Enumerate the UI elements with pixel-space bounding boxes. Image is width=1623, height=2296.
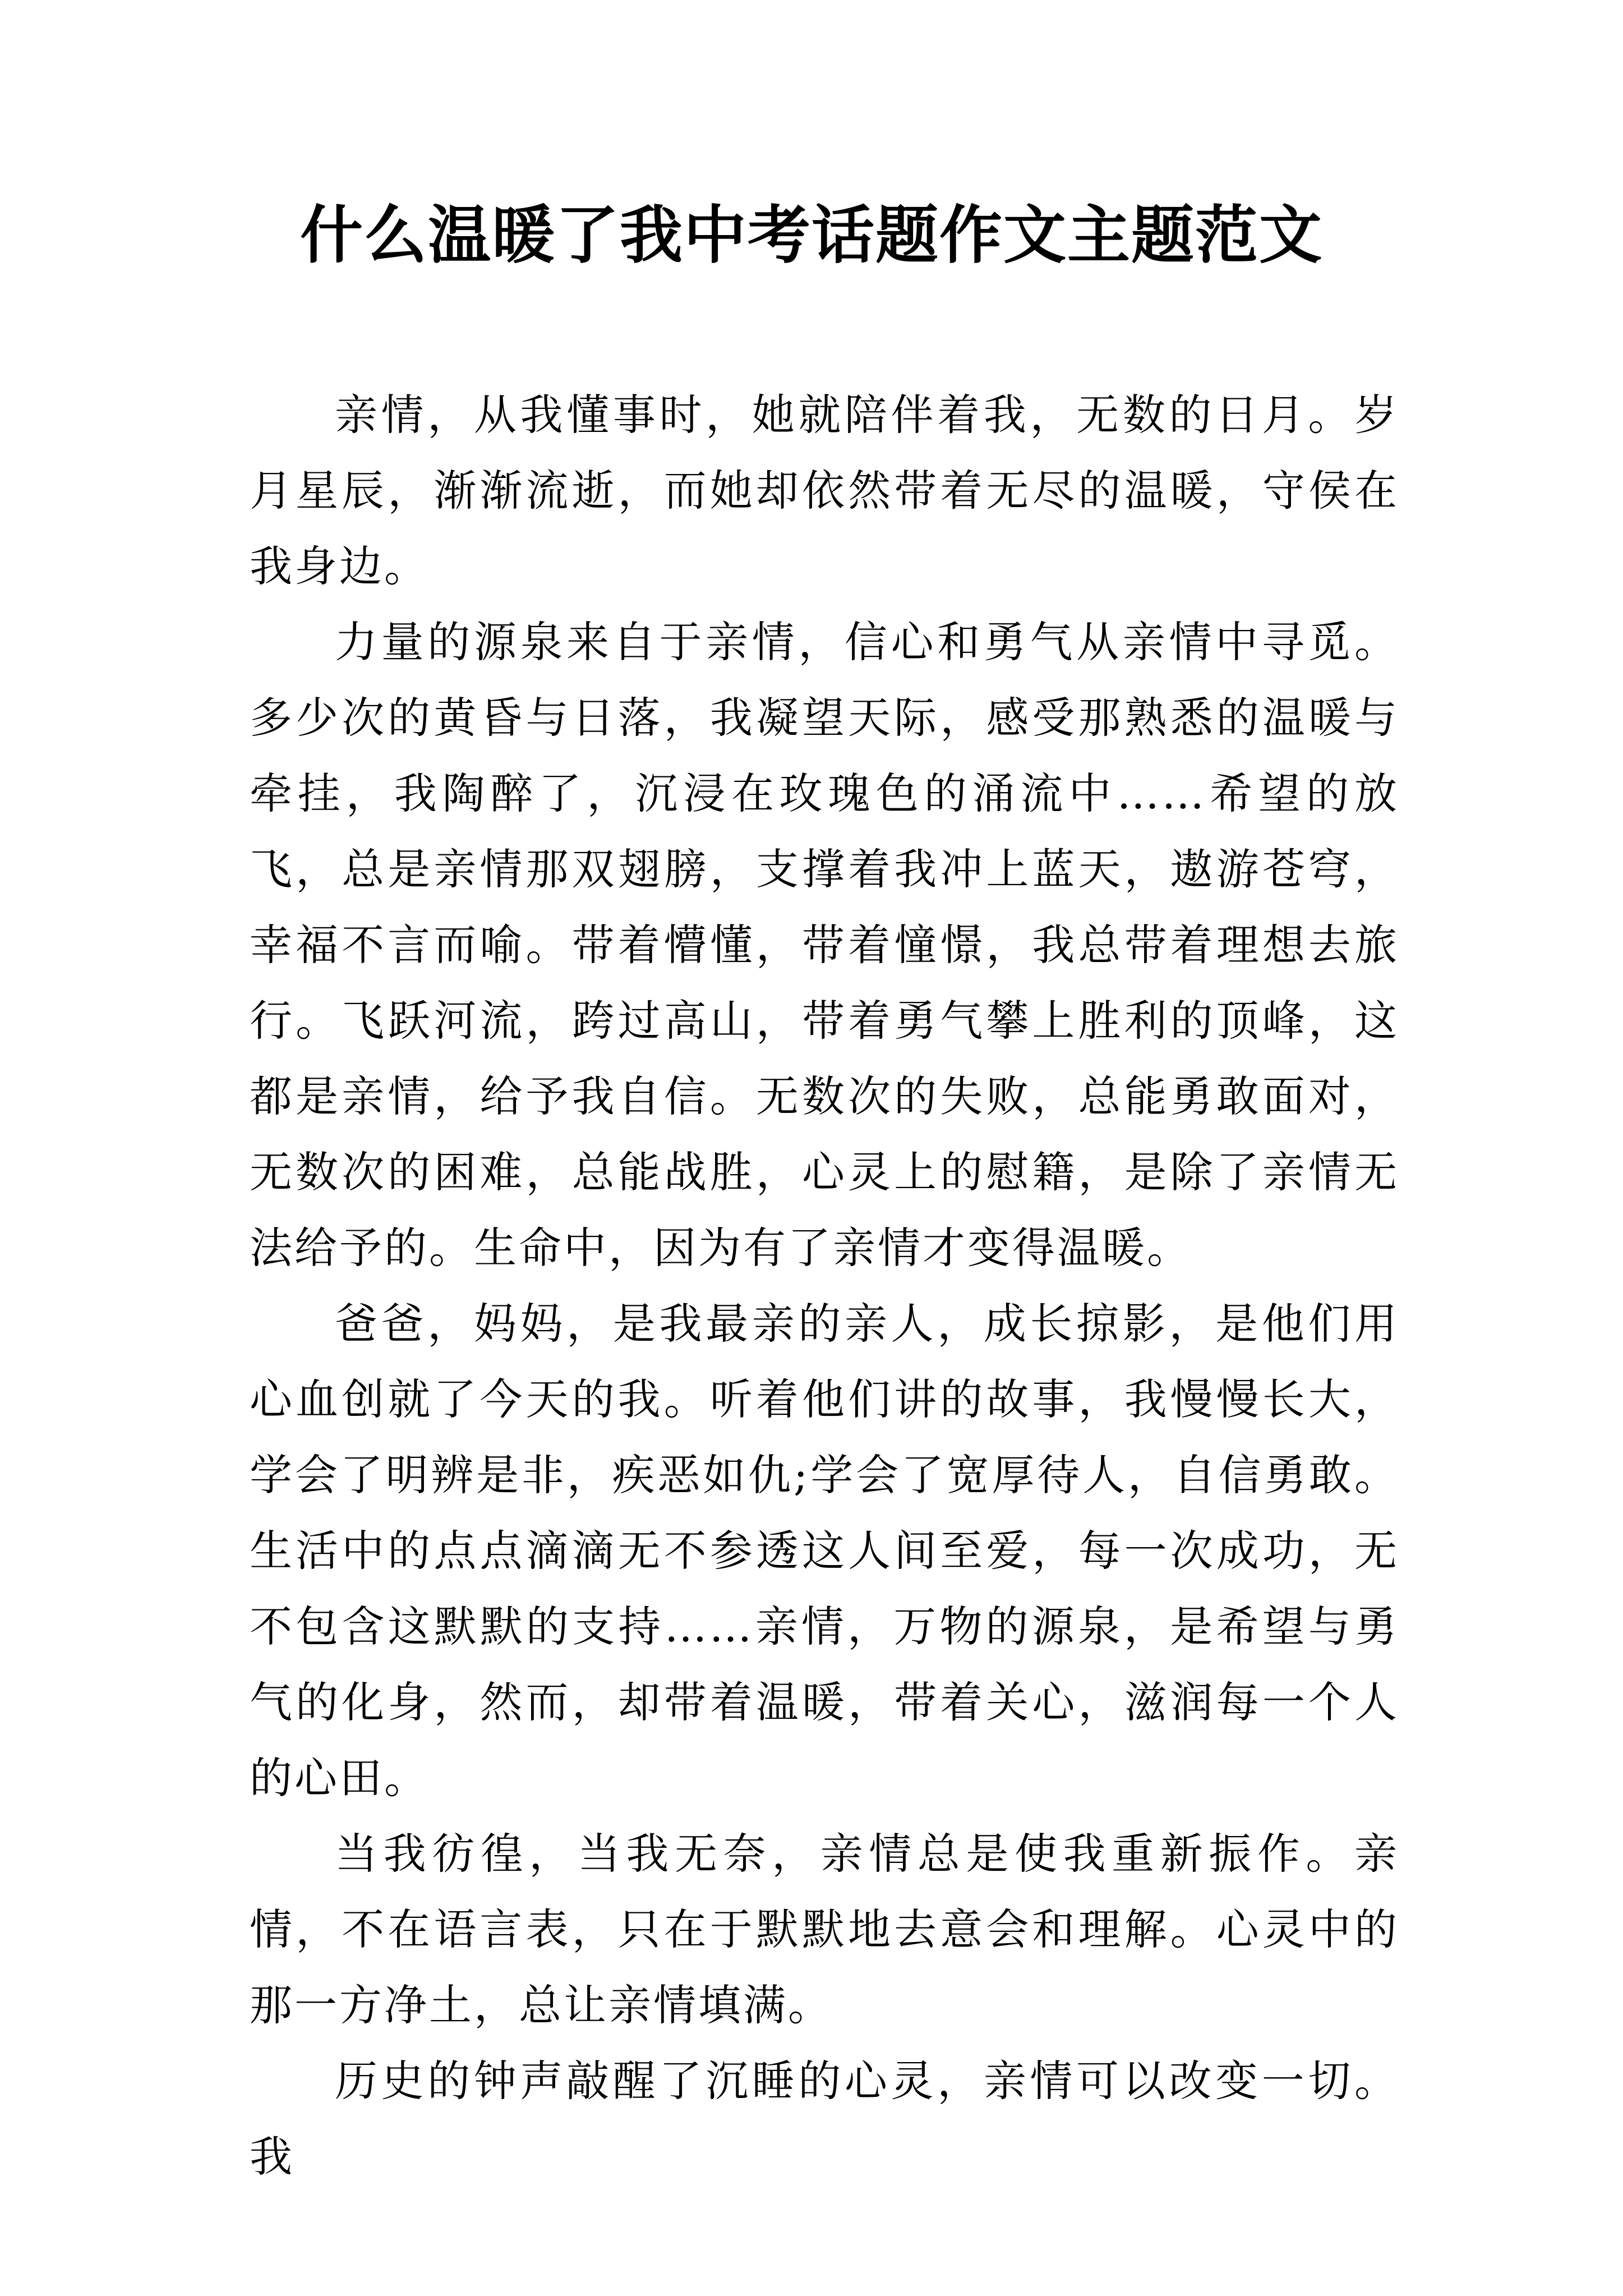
paragraph: 力量的源泉来自于亲情，信心和勇气从亲情中寻觅。多少次的黄昏与日落，我凝望天际，感受那熟悉的温暖与牵挂，我陶醉了，沉浸在玫瑰色的涌流中……希望的放飞，总是亲情那双翅膀，支撑着我冲上蓝天，遨游苍穹，幸福不言而喻。带着懵懂，带着憧憬，我总带着理想去旅行。飞跃河流，跨过高山，带着勇气攀上胜利的顶峰，这都是亲情，给予我自信。无数次的失败，总能勇敢面对，无数次的困难，总能战胜，心灵上的慰籍，是除了亲情无法给予的。生命中，因为有了亲情才变得温暖。 [250, 617, 1399, 1273]
paragraph: 当我彷徨，当我无奈，亲情总是使我重新振作。亲情，不在语言表，只在于默默地去意会和理解。心灵中的那一方净土，总让亲情填满。 [250, 1829, 1399, 2030]
document-body [250, 377, 1399, 2194]
paragraph: 亲情，从我懂事时，她就陪伴着我，无数的日月。岁月星辰，渐渐流逝，而她却依然带着无尽的温暖，守侯在我身边。 [250, 390, 1399, 591]
document-title: 什么温暖了我中考话题作文主题范文 [300, 199, 1323, 272]
paragraph: 爸爸，妈妈，是我最亲的亲人，成长掠影，是他们用心血创就了今天的我。听着他们讲的故事，我慢慢长大，学会了明辨是非，疾恶如仇;学会了宽厚待人，自信勇敢。生活中的点点滴滴无不参透这人间至爱，每一次成功，无不包含这默默的支持……亲情，万物的源泉，是希望与勇气的化身，然而，却带着温暖，带着关心，滋润每一个人的心田。 [250, 1299, 1399, 1803]
paragraph: 历史的钟声敲醒了沉睡的心灵，亲情可以改变一切。我 [250, 2056, 1399, 2182]
